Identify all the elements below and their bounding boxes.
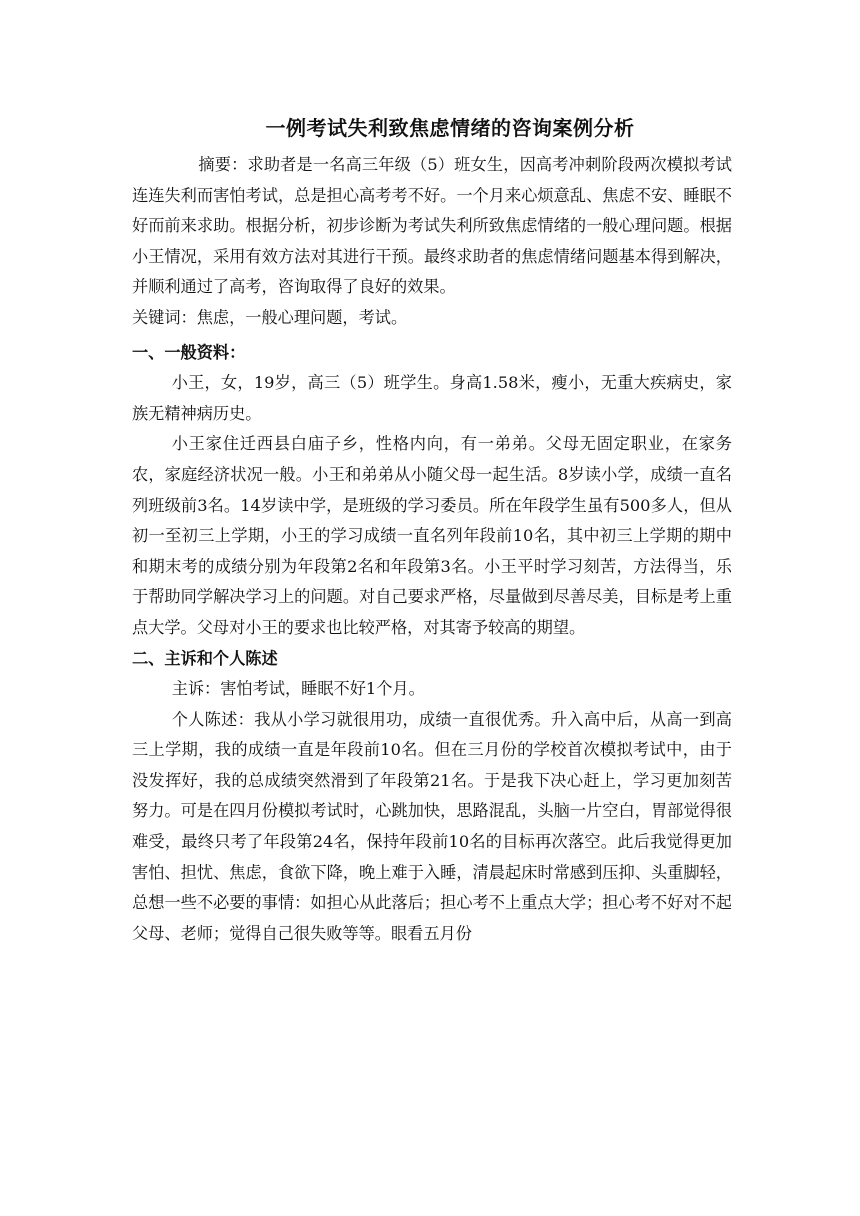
section-heading-general-info: 一、一般资料： [132, 342, 246, 362]
document-title: 一例考试失利致焦虑情绪的咨询案例分析 [265, 116, 635, 140]
personal-statement-paragraph: 个人陈述：我从小学习就很用功，成绩一直很优秀。升入高中后，从高一到高三上学期，我的成绩一直是年段前10名。但在三月份的学校首次模拟考试中，由于没发挥好，我的总成绩突然滑到了年段第21名。于是我下决心赶上，学习更加刻苦努力。可是在四月份模拟考试时，心跳加快，思路混乱，头脑一片空白，胃部觉得很难受，最终只考了年段第24名，保持年段前10名的目标再次落空。此后我觉得更加害怕、担忧、焦虑，食欲下降，晚上难于入睡，清晨起床时常感到压抑、头重脚轻，总想一些不必要的事情：如担心从此落后；担心考不上重点大学；担心考不好对不起父母、老师；觉得自己很失败等等。眼看五月份 [132, 709, 732, 943]
keywords-paragraph: 关键词：焦虑，一般心理问题，考试。 [132, 307, 408, 327]
complaint-paragraph: 主诉：害怕考试，睡眠不好1个月。 [171, 679, 425, 699]
general-info-paragraph: 小王，女，19岁，高三（5）班学生。身高1.58米，瘦小，无重大疾病史，家族无精神病历史。 [132, 373, 732, 423]
abstract-paragraph: 摘要：求助者是一名高三年级（5）班女生，因高考冲刺阶段两次模拟考试连连失利而害怕考试，总是担心高考考不好。一个月来心烦意乱、焦虑不安、睡眠不好而前来求助。根据分析，初步诊断为考试失利所致焦虑情绪的一般心理问题。根据小王情况，采用有效方法对其进行干预。最终求助者的焦虑情绪问题基本得到解决，并顺利通过了高考，咨询取得了良好的效果。 [132, 155, 732, 297]
section-heading-complaint: 二、主诉和个人陈述 [132, 648, 278, 668]
general-info-paragraph: 小王家住迁西县白庙子乡，性格内向，有一弟弟。父母无固定职业，在家务农，家庭经济状况一般。小王和弟弟从小随父母一起生活。8岁读小学，成绩一直名列班级前3名。14岁读中学，是班级的学习委员。所在年段学生虽有500多人，但从初一至初三上学期，小王的学习成绩一直名列年段前10名，其中初三上学期的期中和期末考的成绩分别为年段第2名和年段第3名。小王平时学习刻苦，方法得当，乐于帮助同学解决学习上的问题。对自己要求严格，尽量做到尽善尽美，目标是考上重点大学。父母对小王的要求也比较严格，对其寄予较高的期望。 [132, 434, 732, 637]
document-body [132, 150, 732, 949]
